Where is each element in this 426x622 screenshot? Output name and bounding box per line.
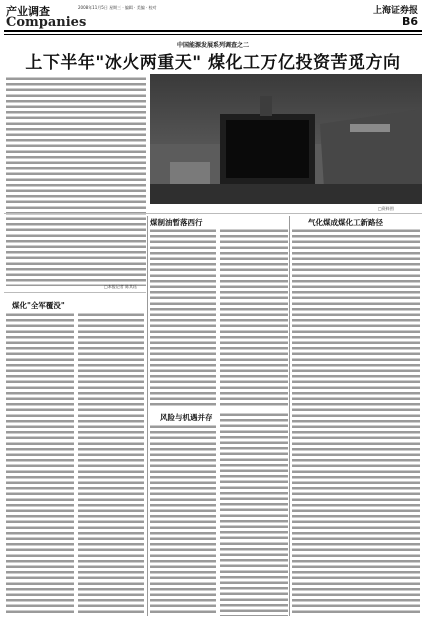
section-a-column-1 xyxy=(6,312,74,616)
byline: □本报记者 陈其珏 xyxy=(104,284,138,289)
section-b-column-2 xyxy=(220,228,288,408)
issue-meta: 2008年11月5日 星期三 · 编辑 · 美编 · 校对 xyxy=(78,5,157,10)
section-a-column-2 xyxy=(78,312,144,616)
photo-caption: □资料图 xyxy=(378,206,394,211)
section-c-column-1 xyxy=(150,424,216,616)
header-rule xyxy=(4,30,422,32)
section-heading-a: 煤化"全军覆没" xyxy=(12,301,65,310)
headline: 上下半年"冰火两重天" 煤化工万亿投资苦觅方向 xyxy=(25,53,401,73)
section-heading-d: 气化煤成煤化工新路径 xyxy=(308,218,383,227)
section-label-en: Companies xyxy=(6,15,87,30)
photo-image xyxy=(150,74,422,204)
section-d-column xyxy=(292,228,420,616)
paper-name: 上海证券报 xyxy=(372,6,418,16)
section-title: 产业调查 xyxy=(6,5,50,18)
page-number: B6 xyxy=(401,15,418,28)
divider-a xyxy=(4,292,146,293)
section-heading-c: 风险与机遇并存 xyxy=(160,413,213,422)
column-rule-2 xyxy=(289,216,290,616)
section-heading-b: 煤制油暂落西行 xyxy=(150,218,203,227)
tunnel-photo xyxy=(150,74,422,204)
series-kicker: 中国能源发展系列调查之二 xyxy=(176,42,249,49)
lead-text-column xyxy=(6,76,146,286)
column-rule-1 xyxy=(147,216,148,616)
section-c-column-2 xyxy=(220,412,288,616)
divider xyxy=(4,213,422,214)
section-b-column-1 xyxy=(150,228,216,408)
header-rule-thin xyxy=(4,34,422,35)
